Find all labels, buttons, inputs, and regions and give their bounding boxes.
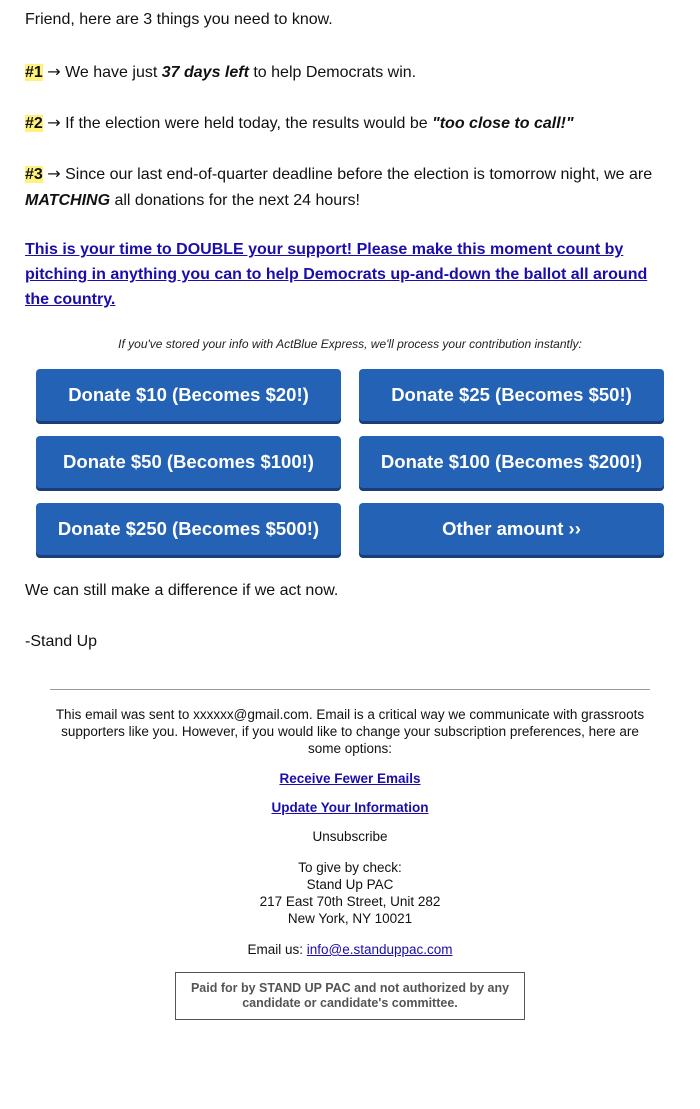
emphasis: 37 days left <box>161 64 249 81</box>
contact-email-link[interactable]: info@e.standuppac.com <box>306 942 453 957</box>
closing-text: We can still make a difference if we act now. <box>25 582 339 599</box>
update-information-link[interactable]: Update Your Information <box>271 800 429 815</box>
unsubscribe-link[interactable]: Unsubscribe <box>312 829 388 844</box>
receive-fewer-emails-link[interactable]: Receive Fewer Emails <box>279 771 421 786</box>
point-number: #1 <box>25 64 43 81</box>
double-support-link[interactable]: This is your time to DOUBLE your support! Please make this moment count by pitching in anything you can to help Democrats up-and-down the ballot all around the country. <box>25 241 648 308</box>
other-amount-button[interactable]: Other amount ›› <box>359 503 664 555</box>
footer-sent-to: This email was sent to xxxxxx@gmail.com. Email is a critical way we communicate with grassroots supporters like you. However, if you would like to change your subscription preferences, here are some options: <box>55 707 645 756</box>
signature: -Stand Up <box>25 633 98 650</box>
footer-fewer-row <box>50 770 650 787</box>
footer-unsub-row <box>50 828 650 845</box>
emphasis: "too close to call!" <box>432 115 574 132</box>
point-1: #1 → We have just 37 days left to help Democrats win. <box>25 62 417 81</box>
point-number: #2 <box>25 115 43 132</box>
donate-250-button[interactable]: Donate $250 (Becomes $500!) <box>36 503 341 555</box>
donate-25-button[interactable]: Donate $25 (Becomes $50!) <box>359 369 664 421</box>
arrow-icon: → <box>47 164 61 183</box>
email-us-label: Email us: <box>247 942 307 957</box>
check-heading: To give by check: <box>298 860 402 875</box>
point-2: #2 → If the election were held today, the results would be "too close to call!" <box>25 113 574 132</box>
point-number: #3 <box>25 166 43 183</box>
footer-email-row <box>50 941 650 958</box>
city-address: New York, NY 10021 <box>287 911 413 926</box>
greeting: Friend, here are 3 things you need to know. <box>25 11 333 28</box>
emphasis: MATCHING <box>25 192 111 209</box>
point-3: #3 → Since our last end-of-quarter deadline before the election is tomorrow night, we are MATCHING all donations for the next 24 hours! <box>25 164 653 209</box>
footer-divider <box>50 689 650 690</box>
actblue-express-note: If you've stored your info with ActBlue Express, we'll process your contribution instantly: <box>118 337 582 351</box>
arrow-icon: → <box>47 113 61 132</box>
org-name: Stand Up PAC <box>306 877 394 892</box>
street-address: 217 East 70th Street, Unit 282 <box>259 894 441 909</box>
donate-50-button[interactable]: Donate $50 (Becomes $100!) <box>36 436 341 488</box>
donate-10-button[interactable]: Donate $10 (Becomes $20!) <box>36 369 341 421</box>
paid-for-disclaimer <box>175 972 525 1020</box>
footer-update-row <box>50 799 650 816</box>
disclaimer-text: Paid for by STAND UP PAC and not authorized by any candidate or candidate's committee. <box>190 981 510 1010</box>
donate-100-button[interactable]: Donate $100 (Becomes $200!) <box>359 436 664 488</box>
arrow-icon: → <box>47 62 61 81</box>
